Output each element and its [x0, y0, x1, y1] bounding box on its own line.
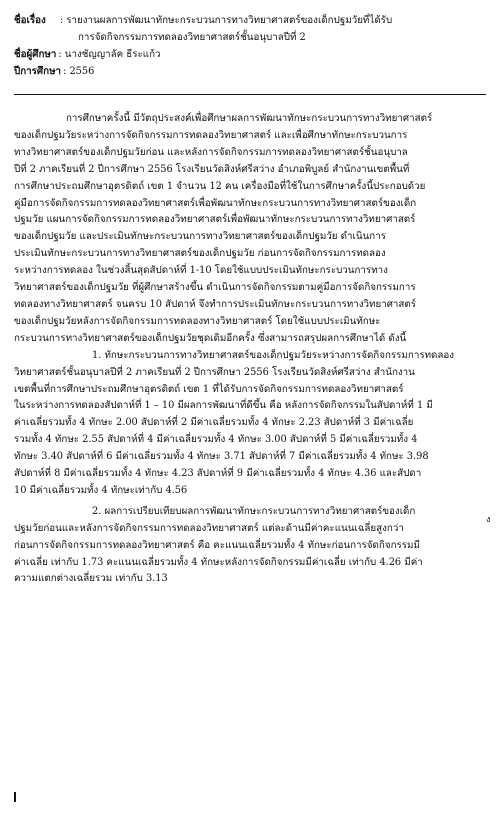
paragraph-line: ของเด็กปฐมวัยระหว่างการจัดกิจกรรมการทดลองวิทยาศาสตร์ และเพื่อศึกษาทักษะกระบวนการ	[14, 129, 408, 141]
paragraph-line: คู่มือการจัดกิจกรรมการทดลองวิทยาศาสตร์เพื่อพัฒนาทักษะกระบวนการทางวิทยาศาสตร์ของเด็ก	[14, 197, 417, 209]
author-value: : นางชัญญาลัค ธีระแก้ว	[58, 49, 161, 60]
paragraph-line: ปฐมวัย แผนการจัดกิจกรรมการทดลองวิทยาศาสตร์เพื่อพัฒนาทักษะกระบวนการทางวิทยาศาสตร์	[14, 214, 416, 226]
paragraph-line: ของเด็กปฐมวัยหลังการจัดกิจกรรมการทดลองทางวิทยาศาสตร์ โดยใช้แบบประเมินทักษะ	[14, 315, 381, 327]
paragraph-line: 10 มีค่าเฉลี่ยรวมทั้ง 4 ทักษะเท่ากับ 4.56	[14, 484, 188, 496]
paragraph-line: ของเด็กปฐมวัย และประเมินทักษะกระบวนการทางวิทยาศาสตร์ของเด็กปฐมวัย ดำเนินการ	[14, 231, 386, 243]
paragraph-line: การศึกษาครั้งนี้ มีวัตถุประสงค์เพื่อศึกษาผลการพัฒนาทักษะกระบวนการทางวิทยาศาสตร์	[66, 113, 433, 124]
year-label: ปีการศึกษา	[14, 66, 62, 77]
paragraph-line: วิทยาศาสตร์ชั้นอนุบาลปีที่ 2 ภาคเรียนที่ 2 ปีการศึกษา 2556 โรงเรียนวัดสิงห์ศรีสว่าง สำนักงาน	[14, 366, 415, 378]
paragraph-line: รวมทั้ง 4 ทักษะ 2.55 สัปดาห์ที่ 4 มีค่าเฉลี่ยรวมทั้ง 4 ทักษะ 3.00 สัปดาห์ที่ 5 มีค่าเฉลี่ยรวมทั้ง 4	[14, 434, 418, 446]
paragraph-line: วิทยาศาสตร์ของเด็กปฐมวัย ที่ผู้ศึกษาสร้างขึ้น ดำเนินการจัดกิจกรรมตามคู่มือการจัดกิจกรรมการ	[14, 282, 416, 294]
paragraph-line: ในระหว่างการทดลองสัปดาห์ที่ 1 – 10 มีผลการพัฒนาที่ดีขึ้น คือ หลังการจัดกิจกรรมในสัปดาห์ที่ 1 มี	[14, 400, 433, 412]
paragraph-line: กระบวนการทางวิทยาศาสตร์ของเด็กปฐมวัยชุดเดิมอีกครั้ง ซึ่งสามารถสรุปผลการศึกษาได้ ดังนี้	[14, 332, 407, 344]
subject-value: : รายงานผลการพัฒนาทักษะกระบวนการทางวิทยาศาสตร์ของเด็กปฐมวัยที่ได้รับ	[59, 15, 393, 26]
year-value: : 2556	[63, 66, 95, 77]
paragraph-line: ทางวิทยาศาสตร์ของเด็กปฐมวัยก่อน และหลังการจัดกิจกรรมการทดลองวิทยาศาสตร์ชั้นอนุบาล	[14, 146, 408, 158]
paragraph-line: 1. ทักษะกระบวนการทางวิทยาศาสตร์ของเด็กปฐมวัยระหว่างการจัดกิจกรรมการทดลอง	[92, 349, 455, 361]
abstract-paragraph-3	[14, 504, 486, 589]
abstract-paragraph-2	[14, 348, 486, 500]
paragraph-line: ปีที่ 2 ภาคเรียนที่ 2 ปีการศึกษา 2556 โรงเรียนวัดสิงห์ศรีสว่าง อำเภอพิบูลย์ สำนักงานเขตพื้นที่	[14, 163, 410, 175]
paragraph-line: ก่อนการจัดกิจกรรมการทดลองวิทยาศาสตร์ คือ คะแนนเฉลี่ยรวมทั้ง 4 ทักษะก่อนการจัดกิจกรรมมี	[14, 539, 420, 551]
paragraph-line: ทดลองทางวิทยาศาสตร์ จนครบ 10 สัปดาห์ จึงทำการประเมินทักษะกระบวนการทางวิทยาศาสตร์	[14, 298, 417, 310]
header-divider	[14, 94, 486, 95]
paragraph-line: 2. ผลการเปรียบเทียบผลการพัฒนาทักษะกระบวนการทางวิทยาศาสตร์ของเด็ก	[92, 505, 416, 517]
abstract-paragraph-1	[14, 111, 486, 348]
cursor-mark	[14, 792, 16, 802]
author-row	[14, 46, 486, 63]
paragraph-line: ทักษะ 3.40 สัปดาห์ที่ 6 มีค่าเฉลี่ยรวมทั้ง 4 ทักษะ 3.71 สัปดาห์ที่ 7 มีค่าเฉลี่ยรวมทั้ง 4 ทักษะ 3.98	[14, 451, 429, 463]
paragraph-line: ประเมินทักษะกระบวนการทางวิทยาศาสตร์ของเด็กปฐมวัย ก่อนการจัดกิจกรรมการทดลอง	[14, 248, 386, 260]
paragraph-line: ค่าเฉลี่ยรวมทั้ง 4 ทักษะ 2.00 สัปดาห์ที่ 2 มีค่าเฉลี่ยรวมทั้ง 4 ทักษะ 2.23 สัปดาห์ที่ 3 มีค่าเฉลี่ย	[14, 417, 414, 429]
paragraph-line: เขตพื้นที่การศึกษาประถมศึกษาอุตรดิตถ์ เขต 1 ที่ได้รับการจัดกิจกรรมการทดลองวิทยาศาสตร์	[14, 383, 404, 395]
year-row	[14, 63, 486, 80]
margin-mark: ง	[486, 515, 491, 525]
subject-label: ชื่อเรื่อง	[14, 15, 46, 26]
document-header	[14, 12, 486, 80]
subject-value-continued: การจัดกิจกรรมการทดลองวิทยาศาสตร์ชั้นอนุบาลปีที่ 2	[78, 32, 306, 43]
paragraph-line: สัปดาห์ที่ 8 มีค่าเฉลี่ยรวมทั้ง 4 ทักษะ 4.23 สัปดาห์ที่ 9 มีค่าเฉลี่ยรวมทั้ง 4 ทักษะ 4.36 และสัปดา	[14, 468, 422, 480]
paragraph-line: ปฐมวัยก่อนและหลังการจัดกิจกรรมการทดลองวิทยาศาสตร์ แต่ละด้านมีค่าคะแนนเฉลี่ยสูงกว่า	[14, 522, 404, 534]
subject-row	[14, 12, 486, 29]
author-label: ชื่อผู้ศึกษา	[14, 49, 57, 60]
paragraph-line: ค่าเฉลี่ย เท่ากับ 1.73 คะแนนเฉลี่ยรวมทั้ง 4 ทักษะหลังการจัดกิจกรรมมีค่าเฉลี่ย เท่ากับ 4.26 มีค่า	[14, 556, 423, 568]
paragraph-line: การศึกษาประถมศึกษาอุตรดิตถ์ เขต 1 จำนวน 12 คน เครื่องมือที่ใช้ในการศึกษาครั้งนี้ประกอบด้วย	[14, 180, 426, 192]
paragraph-line: ระหว่างการทดลอง ในช่วงสิ้นสุดสัปดาห์ที่ 1-10 โดยใช้แบบประเมินทักษะกระบวนการทาง	[14, 265, 388, 277]
paragraph-line: ความแตกต่างเฉลี่ยรวม เท่ากับ 3.13	[14, 573, 168, 585]
